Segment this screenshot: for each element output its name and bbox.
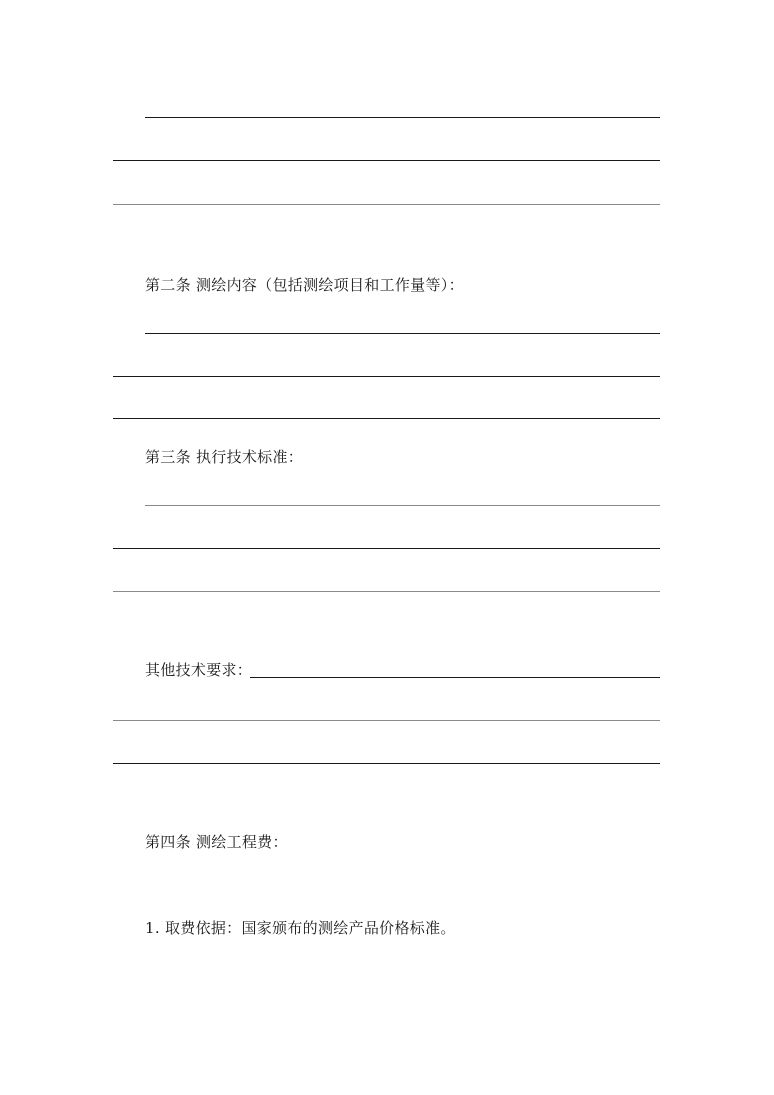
blank-line[interactable] [113, 376, 660, 377]
blank-line[interactable] [113, 591, 660, 592]
blank-line[interactable] [113, 720, 660, 721]
blank-line[interactable] [113, 418, 660, 419]
blank-line[interactable] [113, 160, 660, 161]
blank-line[interactable] [113, 548, 660, 549]
blank-line[interactable] [145, 333, 660, 334]
article3-heading: 第三条 执行技术标准： [145, 448, 304, 466]
other-requirements-label: 其他技术要求： [145, 661, 253, 679]
fee-basis-item: 1. 取费依据：国家颁布的测绘产品价格标准。 [145, 919, 456, 937]
article2-heading: 第二条 测绘内容（包括测绘项目和工作量等）： [145, 276, 464, 294]
blank-line[interactable] [145, 505, 660, 506]
blank-line[interactable] [113, 204, 660, 205]
blank-line[interactable] [145, 117, 660, 118]
article4-heading: 第四条 测绘工程费： [145, 833, 288, 851]
other-requirements-blank[interactable] [250, 677, 660, 678]
blank-line[interactable] [113, 763, 660, 764]
